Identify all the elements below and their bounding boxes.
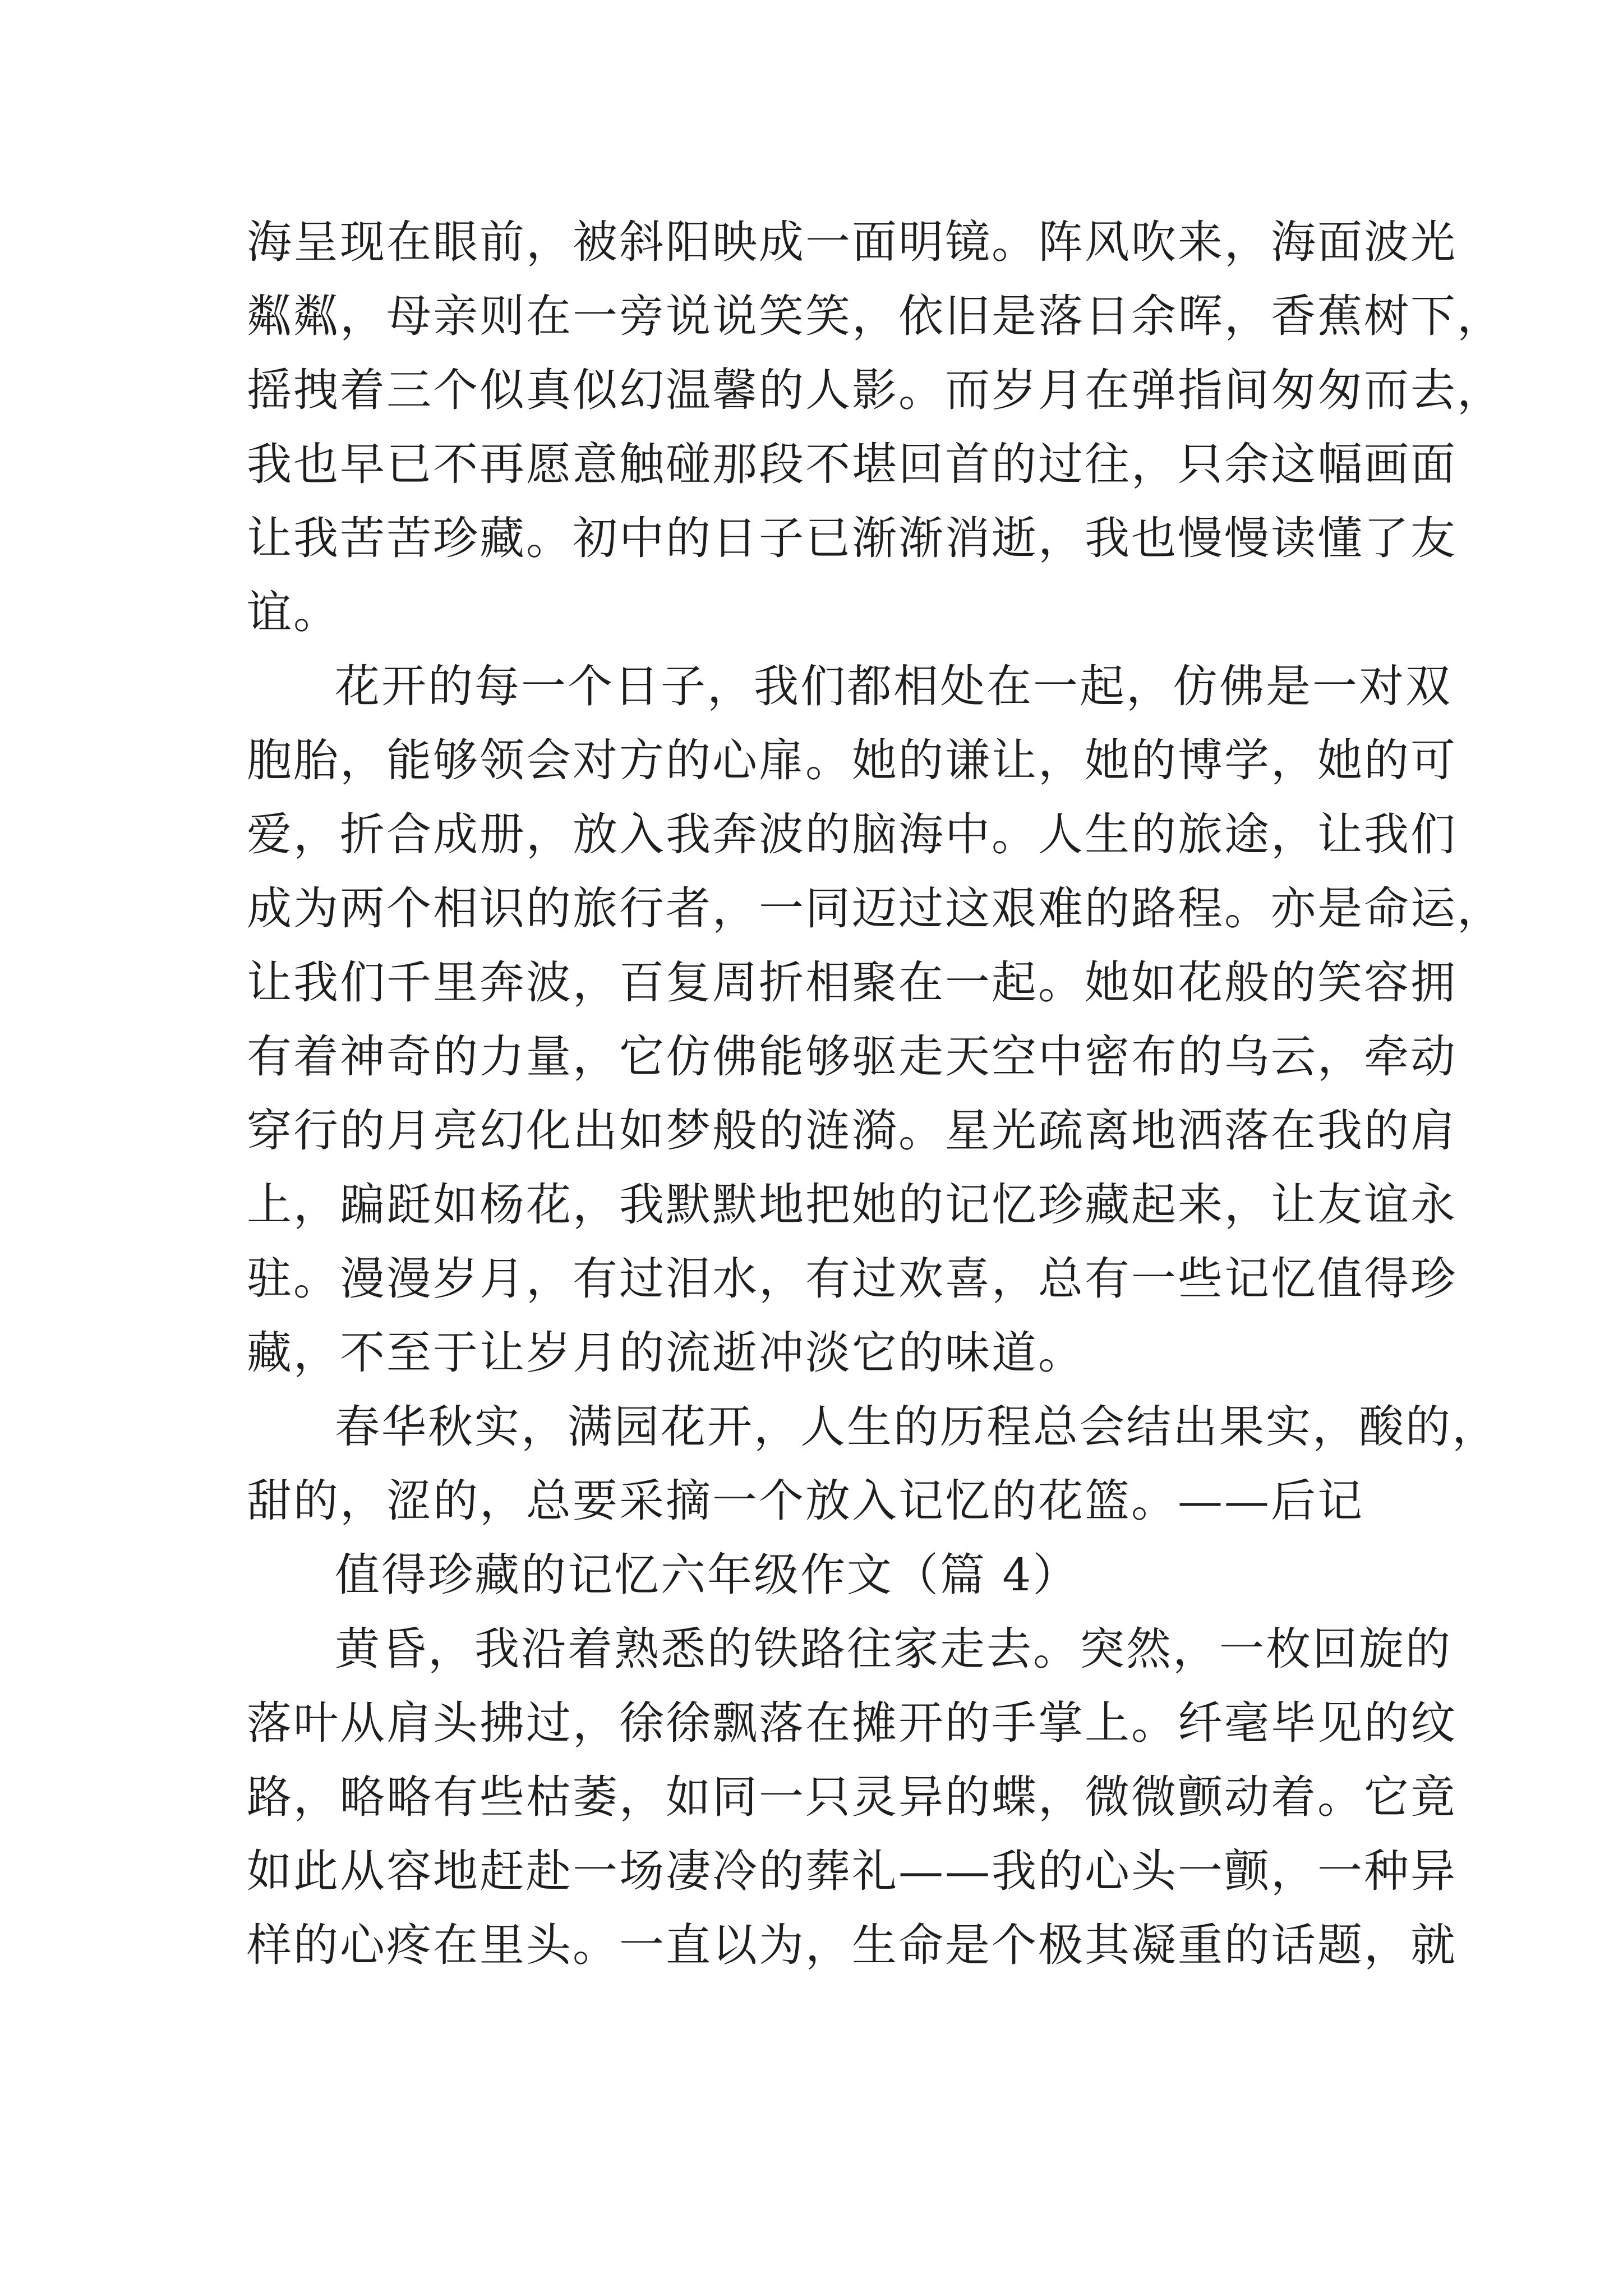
paragraph-start-line: 花开的每一个日子，我们都相处在一起，仿佛是一对双 <box>335 660 1452 712</box>
text-line: 胞胎，能够领会对方的心扉。她的谦让，她的博学，她的可 <box>247 734 1457 786</box>
text-line: 粼粼，母亲则在一旁说说笑笑，依旧是落日余晖，香蕉树下， <box>247 290 1504 342</box>
text-line: 海呈现在眼前，被斜阳映成一面明镜。阵风吹来，海面波光 <box>247 216 1457 268</box>
text-line: 样的心疼在里头。一直以为，生命是个极其凝重的话题，就 <box>247 1919 1457 1971</box>
text-line: 落叶从肩头拂过，徐徐飘落在摊开的手掌上。纤毫毕见的纹 <box>247 1697 1457 1749</box>
text-line: 穿行的月亮幻化出如梦般的涟漪。星光疏离地洒落在我的肩 <box>247 1105 1457 1157</box>
text-line: 甜的，涩的，总要采摘一个放入记忆的花篮。——后记 <box>247 1475 1364 1527</box>
text-line: 爱，折合成册，放入我奔波的脑海中。人生的旅途，让我们 <box>247 808 1457 861</box>
text-line: 我也早已不再愿意触碰那段不堪回首的过往，只余这幅画面 <box>247 438 1457 490</box>
paragraph-start-line: 春华秋实，满园花开，人生的历程总会结出果实，酸的， <box>335 1401 1498 1453</box>
text-line: 有着神奇的力量，它仿佛能够驱走天空中密布的乌云，牵动 <box>247 1030 1457 1083</box>
section-heading: 值得珍藏的记忆六年级作文（篇 4） <box>335 1549 1080 1601</box>
text-line: 如此从容地赶赴一场凄冷的葬礼——我的心头一颤，一种异 <box>247 1845 1457 1897</box>
text-line: 路，略略有些枯萎，如同一只灵异的蝶，微微颤动着。它竟 <box>247 1771 1457 1823</box>
text-line: 藏，不至于让岁月的流逝冲淡它的味道。 <box>247 1327 1085 1379</box>
paragraph-start-line: 黄昏，我沿着熟悉的铁路往家走去。突然，一枚回旋的 <box>335 1623 1452 1675</box>
text-line: 谊。 <box>247 586 340 638</box>
text-line: 摇拽着三个似真似幻温馨的人影。而岁月在弹指间匆匆而去， <box>247 364 1504 416</box>
text-line: 成为两个相识的旅行者，一同迈过这艰难的路程。亦是命运， <box>247 882 1504 935</box>
text-line: 驻。漫漫岁月，有过泪水，有过欢喜，总有一些记忆值得珍 <box>247 1253 1457 1305</box>
text-line: 让我苦苦珍藏。初中的日子已渐渐消逝，我也慢慢读懂了友 <box>247 512 1457 564</box>
text-line: 上，蹁跹如杨花，我默默地把她的记忆珍藏起来，让友谊永 <box>247 1179 1457 1231</box>
text-line: 让我们千里奔波，百复周折相聚在一起。她如花般的笑容拥 <box>247 956 1457 1009</box>
